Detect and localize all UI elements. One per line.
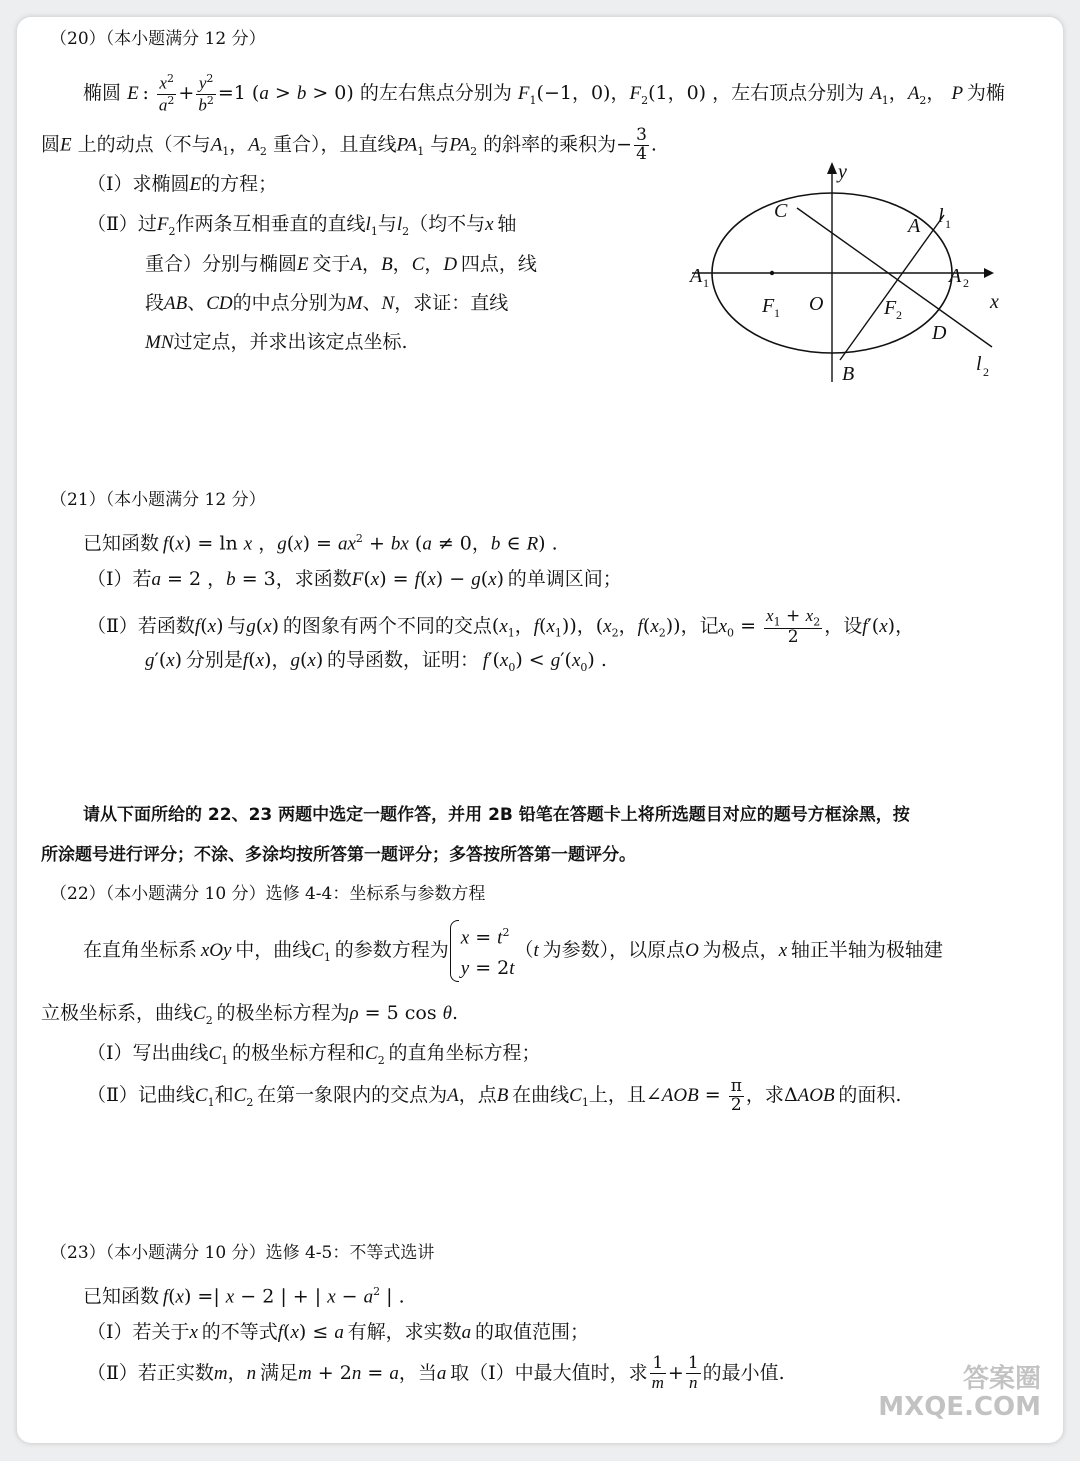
text: 和 <box>214 1084 234 1106</box>
q20-part-2-line-2: 重合）分别与椭圆E 交于A，B，C，D 四点，线 <box>145 253 537 275</box>
text: ，点 <box>458 1084 497 1106</box>
text: （均不与 <box>409 213 486 235</box>
text: 四点，线 <box>460 253 537 275</box>
q20-part-2-line-1: （Ⅱ）过$F_2$作两条互相垂直的直线$l_1$与$l_2$（均不与x 轴 <box>87 213 517 238</box>
text: 的取值范围； <box>474 1321 589 1343</box>
label-l1-sub: 1 <box>945 217 951 231</box>
q21-part-2-line-2: g′(x) 分别是f(x)，g(x) 的导函数，证明： $f'(x_0) < g'(x_0)$ . <box>145 649 607 674</box>
label-b: B <box>842 363 855 385</box>
text: （Ⅰ）写出曲线 <box>87 1042 209 1064</box>
q20-line-2: 圆E 上的动点（不与$A_1$，$A_2$ 重合），且直线$PA_1$ 与$PA_2$ 的斜率的乘积为− $\frac{3}{4}$ . <box>41 125 657 164</box>
text: 的单调区间； <box>507 568 622 590</box>
q23-heading: （23）（本小题满分 10 分）选修 4-5：不等式选讲 <box>50 1243 435 1263</box>
text: 取（Ⅰ）中最大值时，求 <box>450 1362 648 1384</box>
text: 与 <box>430 133 450 156</box>
label-y: y <box>838 161 847 183</box>
text: 的斜率的乘积为 <box>483 133 617 156</box>
text: 有解，求实数 <box>347 1321 462 1343</box>
q23-line-1: 已知函数 f(x) =| x − 2 | + | $x - a^2$ | . <box>83 1285 405 1308</box>
label-a1: A <box>690 265 703 287</box>
label-l1: l <box>938 205 944 227</box>
text: ，求证：直线 <box>394 292 509 314</box>
text: ，左右顶点分别为 <box>712 82 865 104</box>
instruction-line-1: 请从下面所给的 22、23 两题中选定一题作答，并用 2B 铅笔在答题卡上将所选题目对应的题号方框涂黑，按 <box>83 805 910 825</box>
text: 椭圆 <box>83 82 122 104</box>
text: 的导函数，证明： <box>327 649 480 671</box>
instruction-line-2: 所涂题号进行评分；不涂、多涂均按所答第一题评分；多答按所答第一题评分。 <box>41 845 636 865</box>
text: 的左右焦点分别为 <box>359 82 512 104</box>
text: 的图象有两个不同的交点 <box>282 614 492 637</box>
q21-part-1: （Ⅰ）若a = 2 ，b = 3，求函数F(x) = f(x) − g(x) 的单调区间； <box>87 568 622 590</box>
x-axis-arrow <box>984 268 994 278</box>
text: （Ⅱ）记曲线 <box>87 1084 195 1106</box>
line-l1 <box>840 215 944 360</box>
label-f2: F <box>884 297 897 319</box>
q22-line-2: 立极坐标系，曲线$C_2$ 的极坐标方程为ρ = 5 cos θ. <box>41 1002 459 1027</box>
text: 圆 <box>41 133 61 156</box>
q20-part-2-line-3: 段AB、CD的中点分别为M、N，求证：直线 <box>145 292 509 314</box>
focus-f1-point <box>770 271 774 275</box>
q23-part-1: （Ⅰ）若关于x 的不等式f(x) ≤ a 有解，求实数a 的取值范围； <box>87 1321 589 1343</box>
q20-part-2-line-4: MN过定点，并求出该定点坐标. <box>145 331 408 353</box>
q23-part-2: （Ⅱ）若正实数m，n 满足m + 2n = a，当a 取（Ⅰ）中最大值时，求 $\frac{1}{m}$ + $\frac{1}{n}$ 的最小值. <box>87 1353 785 1392</box>
text: 满足 <box>259 1362 298 1384</box>
label-o: O <box>809 293 824 315</box>
label-l2: l <box>976 353 982 375</box>
label-a2: A <box>949 265 962 287</box>
text: 交于 <box>312 253 351 275</box>
text: 的中点分别为 <box>232 292 347 314</box>
text: 的参数方程为 <box>334 939 449 962</box>
label-a1-sub: 1 <box>703 276 709 290</box>
text: ，求函数 <box>275 568 352 590</box>
text: 在第一象限内的交点为 <box>257 1084 448 1106</box>
text: （Ⅰ）若关于 <box>87 1321 190 1343</box>
label-a2-sub: 2 <box>963 276 969 290</box>
text: 已知函数 <box>83 532 160 555</box>
text: 轴正半轴为极轴建 <box>790 939 943 962</box>
text: 的直角坐标方程； <box>388 1042 541 1064</box>
label-f1-sub: 1 <box>774 306 780 320</box>
label-f2-sub: 2 <box>896 308 902 322</box>
text: 中，曲线 <box>235 939 312 962</box>
text: ，记 <box>680 614 719 637</box>
text: 过定点，并求出该定点坐标. <box>173 331 408 353</box>
watermark-line-1: 答案圈 <box>962 1364 1041 1394</box>
text: （Ⅰ）求椭圆 <box>87 173 190 195</box>
text: 重合）分别与椭圆 <box>145 253 298 275</box>
text: 上的动点（不与 <box>77 133 211 156</box>
text: 与 <box>377 213 397 235</box>
label-f1: F <box>762 295 775 317</box>
text: 的极坐标方程和 <box>232 1042 366 1064</box>
watermark-logo <box>878 1365 1041 1421</box>
text: 已知函数 <box>83 1285 160 1308</box>
q21-line-1: 已知函数 f(x) = ln x ，$g(x) = ax^2$ + bx (a ≠ 0，b ∈ R) . <box>83 532 558 555</box>
text: 与 <box>227 614 247 637</box>
text: （Ⅱ）过 <box>87 213 157 235</box>
text: 的不等式 <box>201 1321 278 1343</box>
q20-line-1: 椭圆 E : $\frac{x^2}{a^2}$ + $\frac{y^2}{b^2}$ =1 (a > b > 0) 的左右焦点分别为 $F_1(-1$，0)，$F_2(1$，0) ，左右顶点分别为 $A_1$，$A_2$， P 为椭 <box>83 72 1005 115</box>
text: （Ⅰ）若 <box>87 568 152 590</box>
text: ，求 <box>745 1084 784 1106</box>
label-d: D <box>932 322 947 344</box>
text: 上，且 <box>588 1084 646 1106</box>
label-a: A <box>908 215 921 237</box>
ellipse-diagram <box>662 142 1032 402</box>
q20-part-1: （Ⅰ）求椭圆E的方程； <box>87 173 278 195</box>
text: 为极点， <box>702 939 779 962</box>
q20-heading: （20）（本小题满分 12 分） <box>50 29 266 49</box>
text: 分别是 <box>185 649 243 671</box>
text: 作两条互相垂直的直线 <box>175 213 366 235</box>
text: ，设 <box>824 614 863 637</box>
text: 的方程； <box>201 173 278 195</box>
watermark-line-2: MXQE.COM <box>878 1392 1041 1422</box>
text: 在直角坐标系 <box>83 939 198 962</box>
q22-part-2: （Ⅱ）记曲线$C_1$和$C_2$ 在第一象限内的交点为A，点B 在曲线$C_1$上，且∠AOB = $\frac{\pi}{2}$ ，求ΔAOB 的面积. <box>87 1075 902 1115</box>
label-c: C <box>774 200 788 222</box>
exam-page <box>17 17 1063 1443</box>
text: 的面积. <box>838 1084 902 1106</box>
text: 段 <box>145 292 165 314</box>
text: 重合），且直线 <box>272 133 397 156</box>
text: ，当 <box>398 1362 437 1384</box>
label-x: x <box>990 291 999 313</box>
q21-part-2-line-1: （Ⅱ）若函数f(x) 与g(x) 的图象有两个不同的交点($x_1$，$f(x_1)$)，($x_2$，$f(x_2)$)，记$x_0$ = $\frac{x_1 + x_2}{2}$ ，设f′(x)， <box>87 606 915 647</box>
text: （Ⅱ）若正实数 <box>87 1362 214 1384</box>
text: 的极坐标方程为 <box>216 1002 350 1024</box>
text: 的最小值. <box>702 1362 785 1384</box>
label-l2-sub: 2 <box>983 365 989 379</box>
q22-part-1: （Ⅰ）写出曲线$C_1$ 的极坐标方程和$C_2$ 的直角坐标方程； <box>87 1042 541 1067</box>
text: 轴 <box>497 213 517 235</box>
q21-heading: （21）（本小题满分 12 分） <box>50 490 266 510</box>
q22-line-1: 在直角坐标系 xOy 中，曲线$C_1$ 的参数方程为 $x = t^2$ y = 2t （t 为参数），以原点O 为极点，x 轴正半轴为极轴建 <box>83 918 943 984</box>
text: 立极坐标系，曲线 <box>41 1002 194 1024</box>
y-axis-arrow <box>827 162 837 174</box>
text: 为椭 <box>966 82 1005 104</box>
text: 在曲线 <box>512 1084 570 1106</box>
text: （Ⅱ）若函数 <box>87 614 195 637</box>
q22-heading: （22）（本小题满分 10 分）选修 4-4：坐标系与参数方程 <box>50 884 486 904</box>
text: 为参数），以原点 <box>542 939 686 962</box>
